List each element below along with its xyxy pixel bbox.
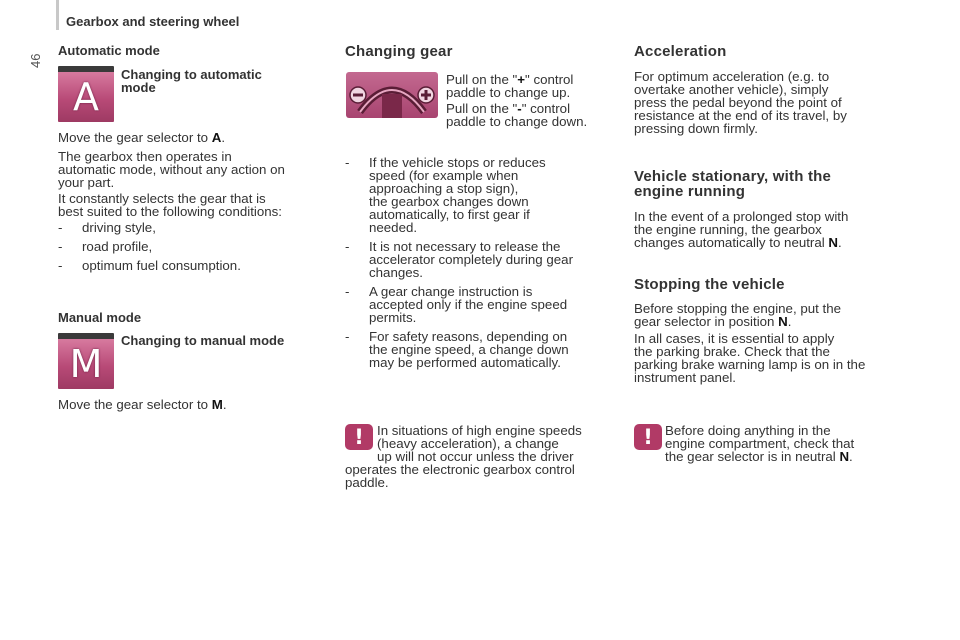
manual-title: Changing to manual mode	[121, 333, 285, 348]
conditions-list	[58, 221, 241, 278]
list-item: - A gear change instruction is accepted only if the engine speed permits.	[345, 284, 568, 325]
acceleration-heading: Acceleration	[634, 43, 727, 60]
header-bar	[56, 0, 59, 30]
high-speed-warning-top: In situations of high engine speeds (heavy acceleration), a change up will not occur unless the driver	[377, 423, 582, 464]
list-item: - driving style,	[58, 220, 156, 235]
warning-icon: !	[634, 424, 662, 450]
gear-notes-list	[345, 156, 615, 375]
tile-letter: A	[73, 75, 99, 119]
change-down-text: Pull on the "-" control paddle to change down.	[446, 101, 588, 129]
list-item: - For safety reasons, depending on the engine speed, a change down may be performed automatically.	[345, 329, 569, 370]
warning-icon: !	[345, 424, 373, 450]
list-item: - optimum fuel consumption.	[58, 258, 241, 273]
automatic-selects-text: It constantly selects the gear that is best suited to the following conditions:	[58, 191, 282, 219]
automatic-title: Changing to automatic mode	[121, 67, 262, 95]
automatic-mode-subhead: Automatic mode	[58, 43, 160, 58]
stopping-heading: Stopping the vehicle	[634, 276, 785, 293]
change-up-text: Pull on the "+" control paddle to change up.	[446, 72, 574, 100]
page-header: Gearbox and steering wheel	[66, 14, 240, 29]
page-number: 46	[28, 53, 43, 68]
automatic-tile-icon	[58, 66, 114, 122]
tile-letter: M	[69, 342, 103, 386]
stationary-heading: Vehicle stationary, with the engine running	[634, 168, 832, 200]
stopping-text: Before stopping the engine, put the gear selector in position N.	[634, 301, 841, 329]
high-speed-warning-bottom: operates the electronic gearbox control paddle.	[345, 462, 575, 490]
stationary-text: In the event of a prolonged stop with the engine running, the gearbox changes automatically to neutral N.	[634, 209, 849, 250]
list-item: - It is not necessary to release the accelerator completely during gear changes.	[345, 239, 573, 280]
acceleration-text: For optimum acceleration (e.g. to overtake another vehicle), simply press the pedal beyond the point of resistance at the end of its travel, by pressing down firmly.	[634, 69, 847, 136]
list-item: - If the vehicle stops or reduces speed (for example when approaching a stop sign), the gearbox changes down automatically, to first gear if needed.	[345, 155, 546, 235]
list-item: - road profile,	[58, 239, 153, 254]
paddle-wheel-icon	[346, 72, 438, 118]
changing-gear-heading: Changing gear	[345, 43, 453, 60]
manual-tile-icon	[58, 333, 114, 389]
automatic-move-text: Move the gear selector to A.	[58, 130, 226, 145]
engine-compartment-warning: Before doing anything in the engine compartment, check that the gear selector is in neutral N.	[665, 423, 855, 464]
manual-move-text: Move the gear selector to M.	[58, 397, 227, 412]
manual-mode-subhead: Manual mode	[58, 310, 142, 325]
automatic-operates-text: The gearbox then operates in automatic mode, without any action on your part.	[58, 149, 285, 190]
parking-brake-text: In all cases, it is essential to apply the parking brake. Check that the parking brake warning lamp is on in the instrument panel.	[634, 331, 866, 385]
